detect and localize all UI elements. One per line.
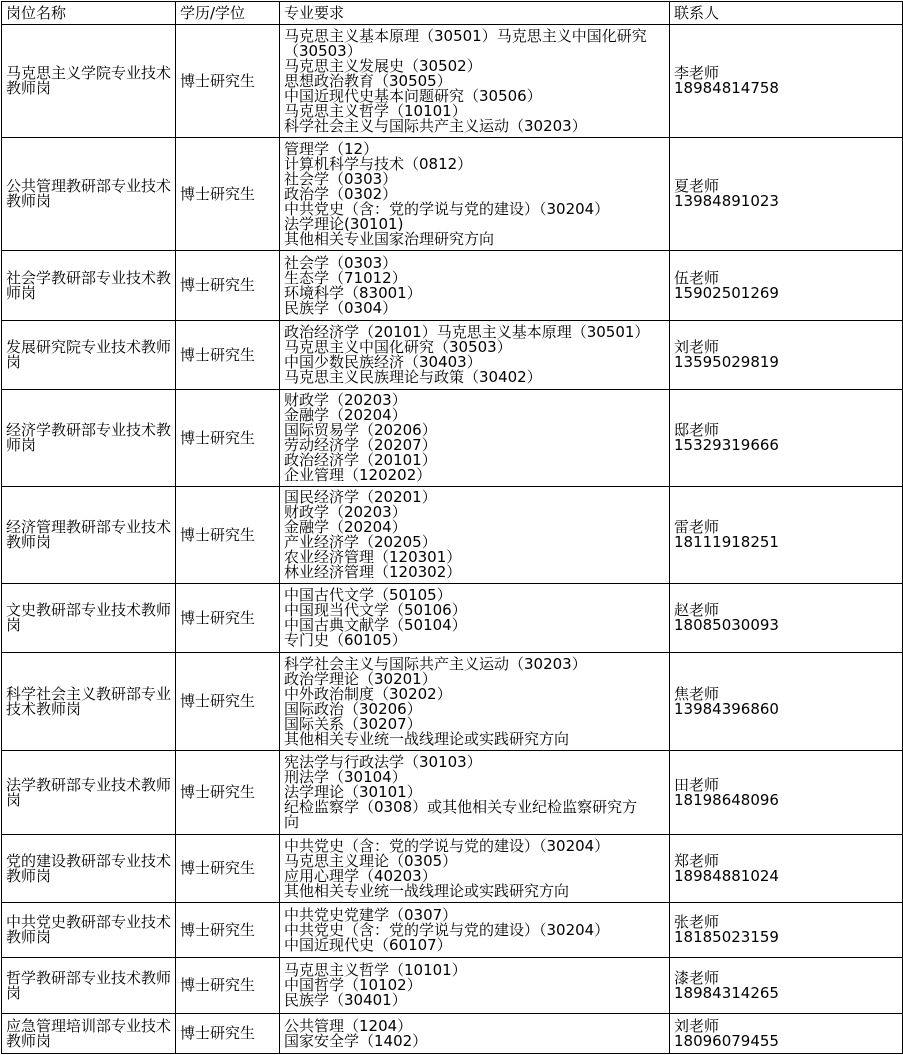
major-line: 中国现当代文学（50106） — [284, 601, 467, 619]
major-line: 思想政治教育（30505） — [284, 71, 452, 90]
major-line: 政治经济学（20101）马克思主义基本原理（30501） — [284, 323, 650, 341]
major-line: 向 — [284, 813, 300, 831]
recruitment-table — [1, 1, 903, 1054]
major-line: 中国哲学（10102） — [284, 976, 422, 994]
position-name-cell: 经济管理教研部专业技术教师岗 — [2, 487, 176, 584]
major-requirement-cell — [280, 903, 670, 958]
major-line: 马克思主义发展史（30502） — [284, 56, 482, 75]
major-line: 金融学（20204） — [284, 406, 407, 424]
table-row — [2, 903, 903, 958]
contact-phone: 13984891023 — [674, 192, 779, 210]
contact-name: 张老师 — [674, 913, 720, 931]
major-line: 产业经济学（20205） — [284, 533, 437, 551]
major-line: 财政学（20203） — [284, 503, 407, 521]
table-row — [2, 584, 903, 653]
degree-cell: 博士研究生 — [176, 903, 280, 958]
contact-name: 夏老师 — [674, 177, 720, 195]
major-line: 政治学理论（30201） — [284, 669, 437, 688]
major-requirement-cell — [280, 958, 670, 1014]
degree-cell: 博士研究生 — [176, 138, 280, 251]
major-line: 管理学（12） — [284, 139, 379, 158]
table-row — [2, 487, 903, 584]
contact-name: 刘老师 — [674, 338, 720, 356]
major-line: 中国近现代史基本问题研究（30506） — [284, 86, 542, 105]
contact-cell — [670, 25, 903, 138]
table-row — [2, 251, 903, 321]
position-name-cell: 哲学教研部专业技术教师岗 — [2, 958, 176, 1014]
contact-name: 赵老师 — [674, 601, 720, 619]
major-line: 中国少数民族经济（30403） — [284, 353, 482, 371]
contact-phone: 13595029819 — [674, 353, 779, 371]
contact-name: 漆老师 — [674, 968, 720, 987]
major-line: 中共党史（含：党的学说与党的建设）（30204） — [284, 920, 610, 939]
header-position: 岗位名称 — [2, 2, 176, 25]
position-name-cell: 公共管理教研部专业技术教师岗 — [2, 138, 176, 251]
table-row — [2, 321, 903, 390]
major-line: 纪检监察学（0308）或其他相关专业纪检监察研究方 — [284, 798, 638, 816]
contact-phone: 18984814758 — [674, 79, 779, 97]
contact-phone: 18096079455 — [674, 1031, 779, 1050]
major-line: 计算机科学与技术（0812） — [284, 154, 473, 173]
major-requirement-cell — [280, 751, 670, 835]
major-line: 中国古代文学（50105） — [284, 586, 452, 604]
major-line: 马克思主义民族理论与政策（30402） — [284, 368, 542, 386]
major-line: 其他相关专业国家治理研究方向 — [284, 229, 495, 248]
contact-name: 郑老师 — [674, 851, 720, 870]
major-line: 社会学（0303） — [284, 253, 398, 272]
contact-phone: 18984314265 — [674, 983, 779, 1002]
major-line: 公共管理（1204） — [284, 1016, 413, 1035]
table-row — [2, 138, 903, 251]
major-line: 国家安全学（1402） — [284, 1031, 428, 1050]
major-line: 农业经济管理（120301） — [284, 548, 462, 566]
header-degree: 学历/学位 — [176, 2, 280, 25]
major-line: 中国古典文献学（50104） — [284, 616, 467, 634]
major-line: 专门史（60105） — [284, 631, 407, 649]
major-requirement-cell — [280, 138, 670, 251]
degree-cell: 博士研究生 — [176, 321, 280, 390]
contact-name: 李老师 — [674, 64, 720, 82]
contact-phone: 18984881024 — [674, 866, 779, 885]
position-name-cell: 马克思主义学院专业技术教师岗 — [2, 25, 176, 138]
major-line: 其他相关专业统一战线理论或实践研究方向 — [284, 881, 570, 900]
contact-name: 田老师 — [674, 775, 720, 794]
table-body — [2, 2, 903, 1054]
degree-cell: 博士研究生 — [176, 390, 280, 487]
contact-cell — [670, 390, 903, 487]
contact-name: 焦老师 — [674, 684, 720, 703]
major-line: 马克思主义哲学（10101） — [284, 101, 467, 120]
major-line: （30503） — [284, 41, 362, 60]
contact-phone: 18185023159 — [674, 928, 779, 946]
header-major: 专业要求 — [280, 2, 670, 25]
degree-cell: 博士研究生 — [176, 584, 280, 653]
table-row — [2, 1014, 903, 1054]
major-line: 民族学（30401） — [284, 991, 407, 1009]
major-line: 法学理论（30101） — [284, 783, 422, 801]
degree-cell: 博士研究生 — [176, 653, 280, 751]
table-row — [2, 958, 903, 1014]
position-name-cell: 文史教研部专业技术教师岗 — [2, 584, 176, 653]
major-requirement-cell — [280, 321, 670, 390]
major-line: 国际关系（30207） — [284, 714, 422, 733]
major-requirement-cell — [280, 25, 670, 138]
degree-cell: 博士研究生 — [176, 25, 280, 138]
degree-cell: 博士研究生 — [176, 958, 280, 1014]
major-line: 应用心理学（40203） — [284, 866, 437, 885]
contact-cell — [670, 835, 903, 903]
contact-cell — [670, 584, 903, 653]
major-line: 国际贸易学（20206） — [284, 421, 437, 439]
degree-cell: 博士研究生 — [176, 251, 280, 321]
major-line: 社会学（0303） — [284, 169, 398, 188]
contact-cell — [670, 1014, 903, 1054]
major-requirement-cell — [280, 251, 670, 321]
major-line: 国民经济学（20201） — [284, 488, 437, 506]
table-row — [2, 751, 903, 835]
table-row — [2, 25, 903, 138]
contact-phone: 18085030093 — [674, 616, 779, 634]
contact-phone: 15329319666 — [674, 436, 779, 454]
major-line: 其他相关专业统一战线理论或实践研究方向 — [284, 729, 570, 748]
position-name-cell: 发展研究院专业技术教师岗 — [2, 321, 176, 390]
contact-cell — [670, 751, 903, 835]
header-row — [2, 2, 903, 25]
table-row — [2, 653, 903, 751]
table-row — [2, 390, 903, 487]
major-line: 马克思主义理论（0305） — [284, 851, 458, 870]
major-line: 中外政治制度（30202） — [284, 684, 452, 703]
major-line: 中共党史党建学（0307） — [284, 905, 458, 924]
contact-cell — [670, 251, 903, 321]
major-line: 财政学（20203） — [284, 391, 407, 409]
major-line: 法学理论(30101) — [284, 214, 404, 233]
major-requirement-cell — [280, 1014, 670, 1054]
header-contact: 联系人 — [670, 2, 903, 25]
table-row — [2, 835, 903, 903]
major-line: 中共党史（含：党的学说与党的建设）（30204） — [284, 199, 610, 218]
contact-name: 刘老师 — [674, 1016, 720, 1035]
position-name-cell: 法学教研部专业技术教师岗 — [2, 751, 176, 835]
position-name-cell: 中共党史教研部专业技术教师岗 — [2, 903, 176, 958]
major-line: 中国近现代史（60107） — [284, 935, 452, 954]
major-line: 宪法学与行政法学（30103） — [284, 753, 482, 771]
major-requirement-cell — [280, 653, 670, 751]
major-line: 金融学（20204） — [284, 518, 407, 536]
contact-cell — [670, 653, 903, 751]
major-line: 科学社会主义与国际共产主义运动（30203） — [284, 116, 587, 135]
major-line: 林业经济管理（120302） — [284, 563, 462, 581]
contact-phone: 18111918251 — [674, 533, 779, 551]
major-line: 环境科学（83001） — [284, 283, 422, 302]
contact-name: 伍老师 — [674, 268, 720, 287]
major-line: 中共党史（含：党的学说与党的建设）（30204） — [284, 836, 610, 855]
contact-cell — [670, 487, 903, 584]
contact-phone: 15902501269 — [674, 283, 779, 302]
contact-cell — [670, 138, 903, 251]
position-name-cell: 应急管理培训部专业技术教师岗 — [2, 1014, 176, 1054]
position-name-cell: 经济学教研部专业技术教师岗 — [2, 390, 176, 487]
major-requirement-cell — [280, 835, 670, 903]
major-line: 政治经济学（20101） — [284, 451, 437, 469]
contact-cell — [670, 958, 903, 1014]
position-name-cell: 社会学教研部专业技术教师岗 — [2, 251, 176, 321]
position-name-cell: 科学社会主义教研部专业技术教师岗 — [2, 653, 176, 751]
major-line: 刑法学（30104） — [284, 768, 407, 786]
degree-cell: 博士研究生 — [176, 487, 280, 584]
degree-cell: 博士研究生 — [176, 835, 280, 903]
position-name-cell: 党的建设教研部专业技术教师岗 — [2, 835, 176, 903]
degree-cell: 博士研究生 — [176, 751, 280, 835]
contact-name: 雷老师 — [674, 518, 720, 536]
major-line: 企业管理（120202） — [284, 466, 432, 484]
major-line: 国际政治（30206） — [284, 699, 422, 718]
major-requirement-cell — [280, 390, 670, 487]
degree-cell: 博士研究生 — [176, 1014, 280, 1054]
major-line: 马克思主义哲学（10101） — [284, 961, 467, 979]
major-line: 马克思主义基本原理（30501）马克思主义中国化研究 — [284, 26, 647, 45]
major-line: 民族学（0304） — [284, 298, 398, 317]
contact-name: 邸老师 — [674, 421, 720, 439]
major-requirement-cell — [280, 584, 670, 653]
major-line: 劳动经济学（20207） — [284, 436, 437, 454]
major-line: 马克思主义中国化研究（30503） — [284, 338, 512, 356]
contact-phone: 18198648096 — [674, 790, 779, 809]
major-line: 政治学（0302） — [284, 184, 398, 203]
major-requirement-cell — [280, 487, 670, 584]
major-line: 科学社会主义与国际共产主义运动（30203） — [284, 654, 587, 673]
contact-cell — [670, 321, 903, 390]
contact-cell — [670, 903, 903, 958]
contact-phone: 13984396860 — [674, 699, 779, 718]
major-line: 生态学（71012） — [284, 268, 407, 287]
